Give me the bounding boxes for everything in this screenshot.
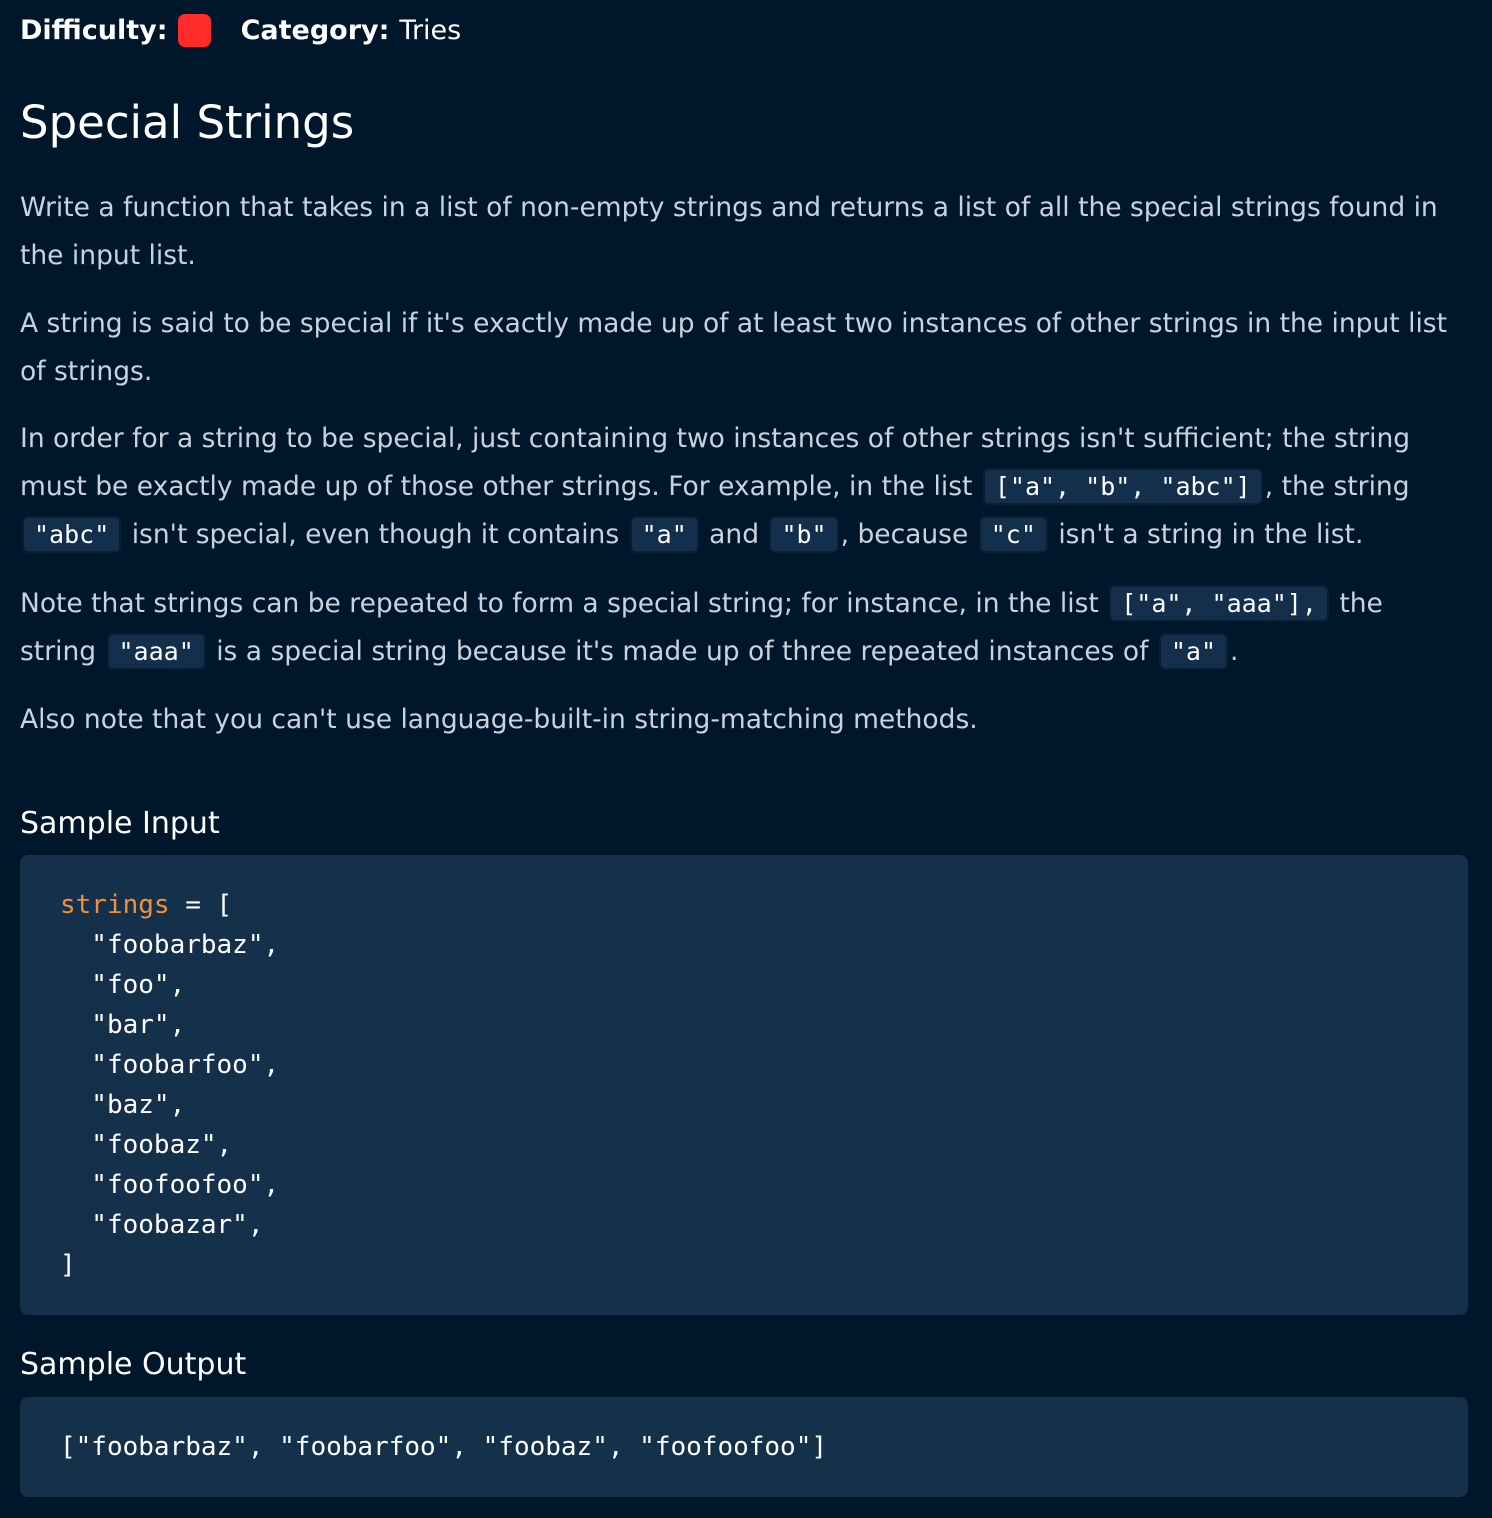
text-span: In order for a string to be special, just containing two instances of other strings isn't sufficient; the string must be exactly made up of those other strings. For example, in the list <box>20 423 1411 502</box>
category-label: Category: <box>240 15 390 46</box>
sample-input-heading: Sample Input <box>20 806 220 841</box>
code-line: "foobazar", <box>60 1210 264 1240</box>
inline-code: ["a", "b", "abc"] <box>983 468 1263 505</box>
code-line: "bar", <box>60 1010 186 1040</box>
sample-input-code-block <box>20 855 1468 1315</box>
code-variable: strings <box>60 890 170 920</box>
sample-output-heading: Sample Output <box>20 1347 247 1382</box>
text-span: , the string <box>1264 471 1410 502</box>
code-line: "foo", <box>60 970 186 1000</box>
inline-code: "aaa" <box>107 633 206 670</box>
sample-output-code: ["foobarbaz", "foobarfoo", "foobaz", "foofoofoo"] <box>60 1432 828 1462</box>
description-paragraph-2: A string is said to be special if it's exactly made up of at least two instances of other strings in the input list of strings. <box>20 308 1448 387</box>
difficulty-badge <box>178 14 211 47</box>
text-span: is a special string because it's made up of three repeated instances of <box>207 636 1157 667</box>
text-span: , because <box>840 519 977 550</box>
code-line: "foofoofoo", <box>60 1170 280 1200</box>
inline-code: "a" <box>1159 633 1228 670</box>
description-paragraph-5: Also note that you can't use language-built-in string-matching methods. <box>20 704 978 735</box>
difficulty-label: Difficulty: <box>20 15 168 46</box>
text-span: isn't a string in the list. <box>1049 519 1364 550</box>
text-span: isn't special, even though it contains <box>123 519 628 550</box>
sample-output-code-block <box>20 1397 1468 1497</box>
category-value: Tries <box>399 15 462 46</box>
text-span: and <box>700 519 768 550</box>
problem-meta <box>20 14 461 47</box>
code-line: "foobarbaz", <box>60 930 280 960</box>
description-paragraph-4 <box>20 580 1465 676</box>
inline-code: "a" <box>630 516 699 553</box>
sample-input-code <box>60 885 1428 1285</box>
text-span: Note that strings can be repeated to form a special string; for instance, in the list <box>20 588 1108 619</box>
inline-code: ["a", "aaa"], <box>1109 585 1329 622</box>
text-span: the string <box>20 588 1383 667</box>
text-span: . <box>1230 636 1239 667</box>
page-title: Special Strings <box>20 96 355 149</box>
inline-code: "c" <box>979 516 1048 553</box>
inline-code: "abc" <box>22 516 121 553</box>
inline-code: "b" <box>769 516 838 553</box>
description-paragraph-3 <box>20 415 1465 559</box>
code-line: "baz", <box>60 1090 186 1120</box>
code-line: ] <box>60 1250 76 1280</box>
code-line: "foobarfoo", <box>60 1050 280 1080</box>
code-line: "foobaz", <box>60 1130 233 1160</box>
description-paragraph-1: Write a function that takes in a list of non-empty strings and returns a list of all the special strings found in the input list. <box>20 192 1438 271</box>
code-assign: = [ <box>169 890 233 920</box>
